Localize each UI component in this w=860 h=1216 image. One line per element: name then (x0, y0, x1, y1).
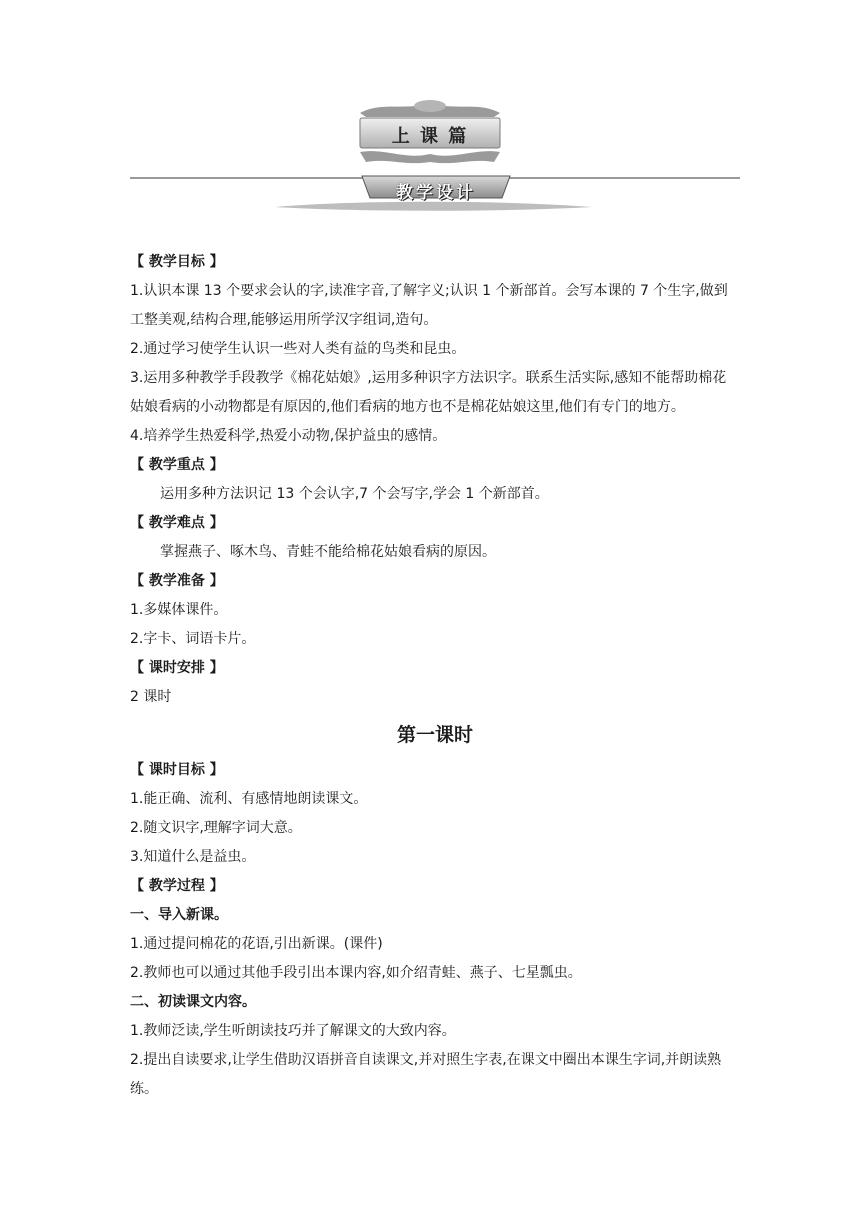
banner-ornament (0, 96, 860, 226)
document-body (130, 248, 740, 1104)
goal-item: 3.运用多种教学手段教学《棉花姑娘》,运用多种识字方法识字。联系生活实际,感知不能帮助棉花姑娘看病的小动物都是有原因的,他们看病的地方也不是棉花姑娘这里,他们有专门的地方。 (130, 370, 727, 415)
goal-item: 4.培养学生热爱科学,热爱小动物,保护益虫的感情。 (130, 428, 447, 444)
lesson-goal-item: 2.随文识字,理解字词大意。 (130, 820, 302, 836)
section-heading-process: 【 教学过程 】 (130, 878, 224, 894)
lesson-goal-item: 3.知道什么是益虫。 (130, 849, 256, 865)
section-heading-lesson-goals: 【 课时目标 】 (130, 762, 224, 778)
step-item: 1.通过提问棉花的花语,引出新课。(课件) (130, 936, 383, 952)
section-heading-goals: 【 教学目标 】 (130, 254, 224, 270)
step-item: 2.教师也可以通过其他手段引出本课内容,如介绍青蛙、燕子、七星瓢虫。 (130, 965, 582, 981)
prep-item: 2.字卡、词语卡片。 (130, 631, 256, 647)
lesson-title: 第一课时 (396, 724, 473, 746)
goal-item: 1.认识本课 13 个要求会认的字,读准字音,了解字义;认识 1 个新部首。会写本课的 7 个生字,做到工整美观,结构合理,能够运用所学汉字组词,造句。 (130, 283, 728, 328)
section-heading-preparation: 【 教学准备 】 (130, 573, 224, 589)
goal-item: 2.通过学习使学生认识一些对人类有益的鸟类和昆虫。 (130, 341, 466, 357)
step-heading: 二、初读课文内容。 (130, 994, 256, 1010)
lesson-banner (0, 96, 860, 226)
section-heading-difficulty: 【 教学难点 】 (130, 515, 224, 531)
difficulty-text: 掌握燕子、啄木鸟、青蛙不能给棉花姑娘看病的原因。 (160, 544, 496, 560)
section-heading-schedule: 【 课时安排 】 (130, 660, 224, 676)
section-heading-key: 【 教学重点 】 (130, 457, 224, 473)
lesson-goal-item: 1.能正确、流利、有感情地朗读课文。 (130, 791, 368, 807)
step-item: 1.教师泛读,学生听朗读技巧并了解课文的大致内容。 (130, 1023, 456, 1039)
banner-sub-label: 教学设计 (396, 183, 476, 203)
banner-top-label: 上 课 篇 (391, 126, 469, 147)
prep-item: 1.多媒体课件。 (130, 602, 228, 618)
schedule-text: 2 课时 (130, 689, 172, 705)
step-heading: 一、导入新课。 (130, 907, 228, 923)
step-item: 2.提出自读要求,让学生借助汉语拼音自读课文,并对照生字表,在课文中圈出本课生字词,并朗读熟练。 (130, 1052, 722, 1097)
key-point-text: 运用多种方法识记 13 个会认字,7 个会写字,学会 1 个新部首。 (160, 486, 549, 502)
